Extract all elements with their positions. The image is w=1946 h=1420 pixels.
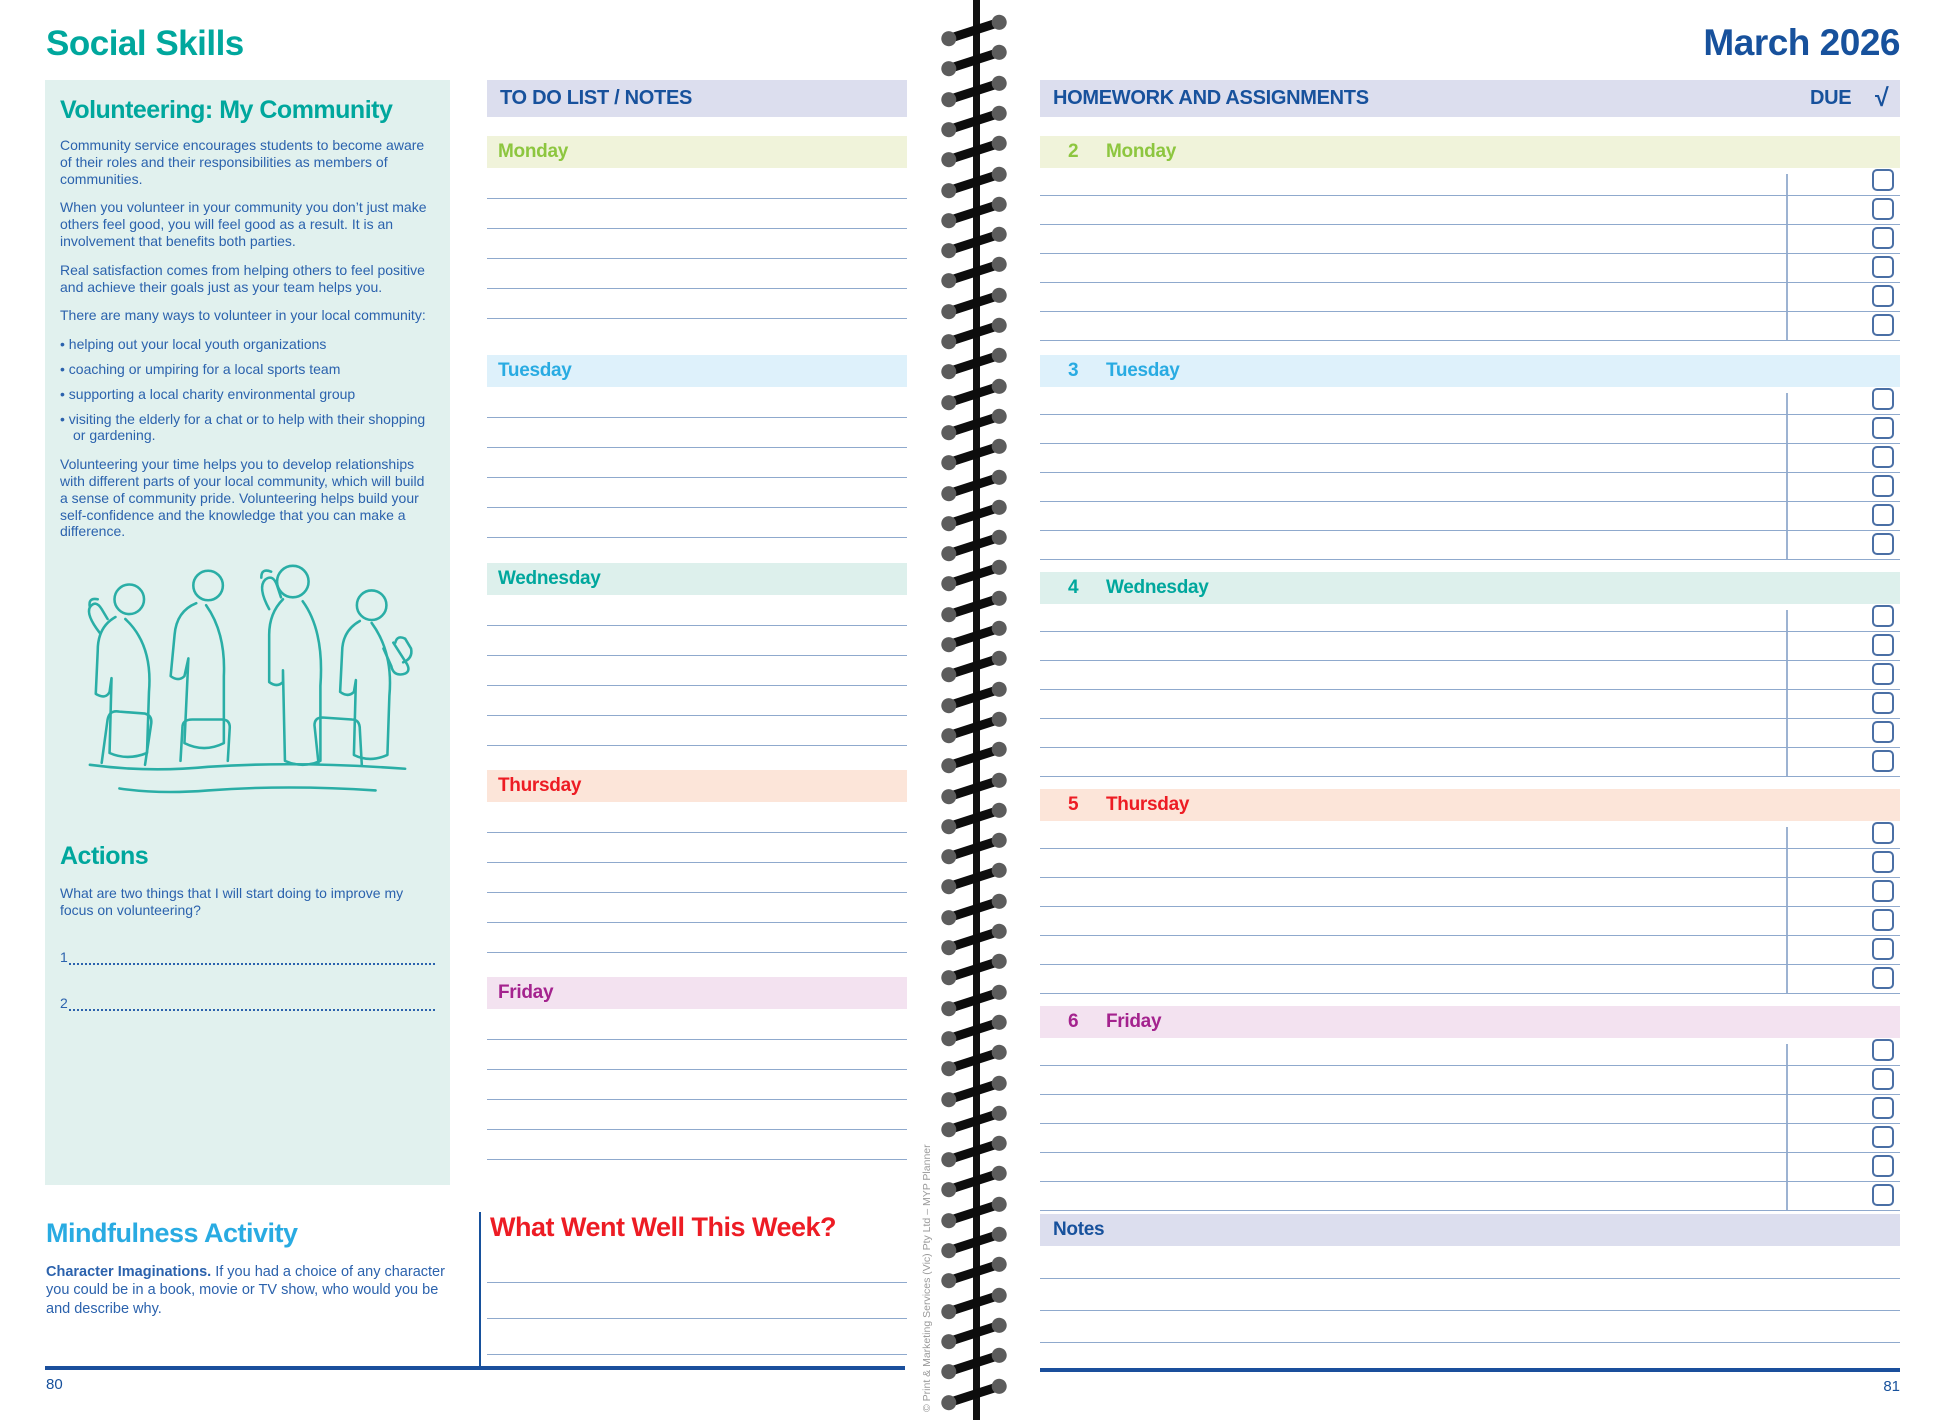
todo-ruled-line — [487, 922, 907, 923]
homework-ruled-line — [1040, 253, 1900, 254]
todo-day-band-monday — [487, 136, 907, 168]
check-column-label: √ — [1875, 84, 1889, 112]
homework-ruled-line — [1040, 559, 1900, 560]
day-label: Friday — [1106, 1011, 1162, 1032]
homework-checkbox[interactable] — [1872, 227, 1894, 249]
list-item: • coaching or umpiring for a local sports team — [60, 361, 435, 378]
todo-day-band-wednesday — [487, 563, 907, 595]
todo-ruled-line — [487, 1099, 907, 1100]
todo-ruled-line — [487, 447, 907, 448]
homework-ruled-line — [1040, 747, 1900, 748]
todo-ruled-line — [487, 318, 907, 319]
what-went-well-heading: What Went Well This Week? — [490, 1212, 837, 1242]
day-number: 2 — [1068, 141, 1079, 162]
due-column-divider — [1786, 174, 1788, 340]
homework-checkbox[interactable] — [1872, 634, 1894, 656]
todo-day-band-tuesday — [487, 355, 907, 387]
homework-checkbox[interactable] — [1872, 285, 1894, 307]
homework-ruled-line — [1040, 472, 1900, 473]
homework-ruled-line — [1040, 993, 1900, 994]
homework-checkbox[interactable] — [1872, 1126, 1894, 1148]
homework-ruled-line — [1040, 660, 1900, 661]
homework-ruled-line — [1040, 224, 1900, 225]
what-went-well-line — [487, 1354, 907, 1355]
page-title: Social Skills — [46, 24, 244, 63]
todo-ruled-line — [487, 507, 907, 508]
list-item: • visiting the elderly for a chat or to help with their shopping or gardening. — [60, 411, 435, 445]
due-column-divider — [1786, 827, 1788, 993]
todo-day-label: Friday — [498, 982, 554, 1003]
homework-ruled-line — [1040, 776, 1900, 777]
homework-ruled-line — [1040, 1123, 1900, 1124]
mindfulness-section — [46, 1218, 458, 1318]
todo-ruled-line — [487, 1129, 907, 1130]
homework-checkbox[interactable] — [1872, 1155, 1894, 1177]
homework-checkbox[interactable] — [1872, 663, 1894, 685]
homework-ruled-line — [1040, 195, 1900, 196]
todo-ruled-line — [487, 862, 907, 863]
homework-checkbox[interactable] — [1872, 1068, 1894, 1090]
panel-heading: Volunteering: My Community — [60, 96, 393, 124]
homework-checkbox[interactable] — [1872, 533, 1894, 555]
mindfulness-lead: Character Imaginations. — [46, 1264, 212, 1280]
homework-ruled-line — [1040, 1181, 1900, 1182]
homework-ruled-line — [1040, 718, 1900, 719]
dotted-answer-line — [69, 949, 435, 964]
todo-ruled-line — [487, 952, 907, 953]
todo-ruled-line — [487, 477, 907, 478]
panel-paragraph: There are many ways to volunteer in your local community: — [60, 307, 426, 324]
homework-checkbox[interactable] — [1872, 822, 1894, 844]
day-number: 5 — [1068, 794, 1079, 815]
homework-ruled-line — [1040, 935, 1900, 936]
panel-paragraph: Real satisfaction comes from helping others to feel positive and achieve their goals just as your team helps you. — [60, 261, 425, 295]
volunteering-panel — [45, 80, 450, 1185]
homework-checkbox[interactable] — [1872, 504, 1894, 526]
due-column-divider — [1786, 393, 1788, 559]
homework-ruled-line — [1040, 848, 1900, 849]
notes-ruled-line — [1040, 1278, 1900, 1279]
todo-day-label: Thursday — [498, 775, 582, 796]
volunteers-illustration — [60, 552, 435, 820]
homework-checkbox[interactable] — [1872, 314, 1894, 336]
homework-ruled-line — [1040, 340, 1900, 341]
homework-checkbox[interactable] — [1872, 909, 1894, 931]
day-label: Tuesday — [1106, 360, 1180, 381]
todo-ruled-line — [487, 537, 907, 538]
homework-ruled-line — [1040, 1065, 1900, 1066]
todo-ruled-line — [487, 288, 907, 289]
notes-ruled-line — [1040, 1342, 1900, 1343]
homework-checkbox[interactable] — [1872, 938, 1894, 960]
copyright-text: © Print & Marketing Services (Vic) Pty Ltd – MYP Planner — [921, 1144, 933, 1412]
notes-band — [1040, 1214, 1900, 1246]
page-number-left: 80 — [46, 1376, 63, 1393]
todo-day-band-friday — [487, 977, 907, 1009]
day-label: Wednesday — [1106, 577, 1209, 598]
volunteer-ways-list — [60, 336, 435, 444]
todo-ruled-line — [487, 655, 907, 656]
todo-ruled-line — [487, 892, 907, 893]
todo-day-label: Monday — [498, 141, 568, 162]
day-label: Monday — [1106, 141, 1176, 162]
homework-checkbox[interactable] — [1872, 1097, 1894, 1119]
homework-checkbox[interactable] — [1872, 880, 1894, 902]
todo-ruled-line — [487, 832, 907, 833]
todo-ruled-line — [487, 417, 907, 418]
due-column-label: DUE — [1810, 87, 1852, 109]
action-number: 2 — [60, 994, 68, 1011]
what-went-well-line — [487, 1318, 907, 1319]
homework-checkbox[interactable] — [1872, 692, 1894, 714]
todo-day-label: Tuesday — [498, 360, 572, 381]
homework-ruled-line — [1040, 1152, 1900, 1153]
day-number: 4 — [1068, 577, 1079, 598]
column-divider — [479, 1212, 481, 1370]
list-item: • supporting a local charity environmental group — [60, 386, 435, 403]
left-page-bottom-rule — [45, 1366, 905, 1370]
day-number: 3 — [1068, 360, 1079, 381]
todo-ruled-line — [487, 1039, 907, 1040]
mindfulness-body: If you had a choice of any character you could be in a book, movie or TV show, who would you be and describe why. — [46, 1264, 445, 1317]
homework-checkbox[interactable] — [1872, 256, 1894, 278]
action-number: 1 — [60, 948, 68, 965]
todo-ruled-line — [487, 1069, 907, 1070]
day-number: 6 — [1068, 1011, 1079, 1032]
homework-day-band-tuesday — [1040, 355, 1900, 387]
homework-checkbox[interactable] — [1872, 475, 1894, 497]
list-item: • helping out your local youth organizations — [60, 336, 435, 353]
panel-paragraph: When you volunteer in your community you don’t just make others feel good, you will feel good as a result. It is an involvement that benefits both parties. — [60, 199, 427, 249]
homework-checkbox[interactable] — [1872, 446, 1894, 468]
todo-ruled-line — [487, 625, 907, 626]
homework-day-band-friday — [1040, 1006, 1900, 1038]
homework-day-band-monday — [1040, 136, 1900, 168]
todo-list-header: TO DO LIST / NOTES — [487, 80, 907, 117]
homework-checkbox[interactable] — [1872, 967, 1894, 989]
homework-checkbox[interactable] — [1872, 605, 1894, 627]
due-column-divider — [1786, 610, 1788, 776]
homework-header-label: HOMEWORK AND ASSIGNMENTS — [1053, 87, 1369, 109]
todo-day-label: Wednesday — [498, 568, 601, 589]
homework-ruled-line — [1040, 282, 1900, 283]
month-title: March 2026 — [1703, 22, 1900, 63]
notes-ruled-line — [1040, 1310, 1900, 1311]
todo-ruled-line — [487, 228, 907, 229]
todo-ruled-line — [487, 715, 907, 716]
todo-ruled-line — [487, 1159, 907, 1160]
homework-ruled-line — [1040, 1094, 1900, 1095]
homework-checkbox[interactable] — [1872, 417, 1894, 439]
due-column-divider — [1786, 1044, 1788, 1210]
what-went-well-line — [487, 1282, 907, 1283]
homework-checkbox[interactable] — [1872, 388, 1894, 410]
dotted-answer-line — [69, 995, 435, 1010]
homework-header — [1040, 80, 1900, 117]
homework-day-band-wednesday — [1040, 572, 1900, 604]
homework-ruled-line — [1040, 414, 1900, 415]
homework-checkbox[interactable] — [1872, 1184, 1894, 1206]
homework-ruled-line — [1040, 530, 1900, 531]
homework-ruled-line — [1040, 501, 1900, 502]
actions-answer-lines — [60, 949, 435, 1011]
homework-ruled-line — [1040, 443, 1900, 444]
mindfulness-text — [46, 1263, 458, 1318]
homework-ruled-line — [1040, 311, 1900, 312]
homework-checkbox[interactable] — [1872, 721, 1894, 743]
homework-checkbox[interactable] — [1872, 1039, 1894, 1061]
homework-checkbox[interactable] — [1872, 750, 1894, 772]
panel-paragraph: Volunteering your time helps you to develop relationships with different parts of your local community, which will build a sense of community pride. Volunteering helps build your self-confidence and the knowledge that you can make a difference. — [60, 456, 425, 540]
todo-ruled-line — [487, 685, 907, 686]
homework-ruled-line — [1040, 631, 1900, 632]
mindfulness-heading: Mindfulness Activity — [46, 1218, 298, 1248]
action-answer-row — [60, 949, 435, 965]
actions-heading: Actions — [60, 842, 149, 871]
homework-ruled-line — [1040, 877, 1900, 878]
todo-day-band-thursday — [487, 770, 907, 802]
todo-ruled-line — [487, 258, 907, 259]
panel-paragraph: Community service encourages students to become aware of their roles and their responsibilities as members of communities. — [60, 137, 425, 187]
right-page-bottom-rule — [1040, 1368, 1900, 1372]
homework-checkbox[interactable] — [1872, 198, 1894, 220]
actions-question: What are two things that I will start doing to improve my focus on volunteering? — [60, 885, 404, 918]
homework-ruled-line — [1040, 906, 1900, 907]
action-answer-row — [60, 995, 435, 1011]
homework-checkbox[interactable] — [1872, 851, 1894, 873]
page-number-right: 81 — [1883, 1378, 1900, 1395]
todo-ruled-line — [487, 745, 907, 746]
homework-day-band-thursday — [1040, 789, 1900, 821]
homework-ruled-line — [1040, 964, 1900, 965]
homework-checkbox[interactable] — [1872, 169, 1894, 191]
day-label: Thursday — [1106, 794, 1190, 815]
todo-ruled-line — [487, 198, 907, 199]
homework-ruled-line — [1040, 1210, 1900, 1211]
notes-label: Notes — [1053, 1219, 1105, 1240]
homework-ruled-line — [1040, 689, 1900, 690]
